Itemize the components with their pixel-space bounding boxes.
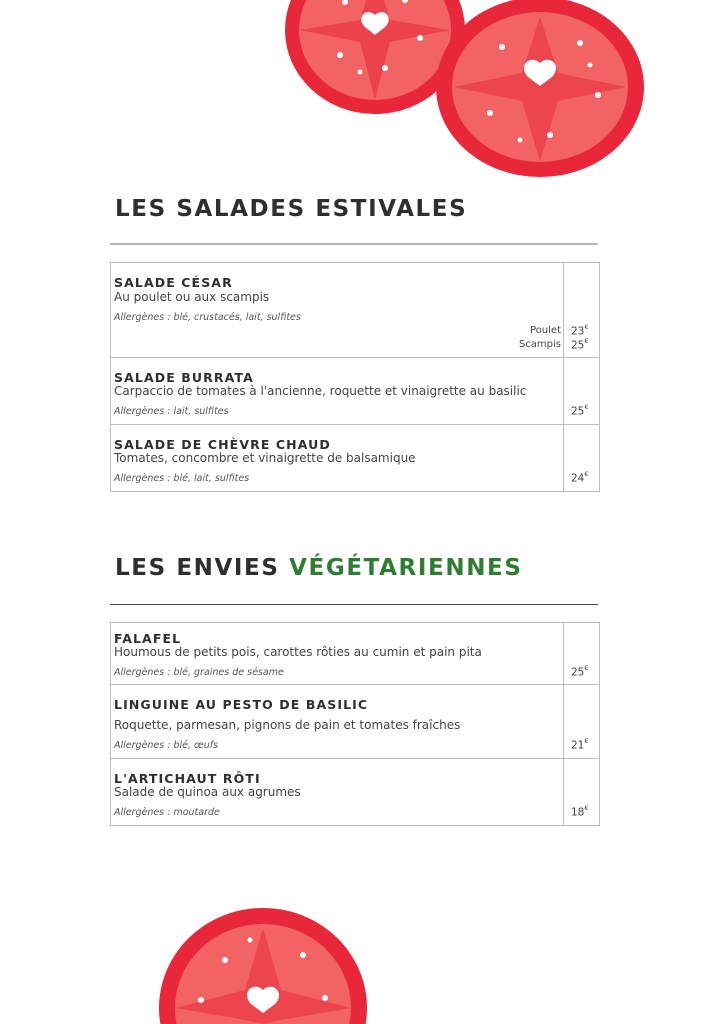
- menu-table-vegetariennes: [110, 622, 600, 826]
- tomato-slice-illustration-bottom: [155, 900, 370, 1024]
- item-description: Roquette, parmesan, pignons de pain et tomates fraîches: [114, 718, 461, 732]
- menu-item-linguine-pesto: [111, 684, 599, 758]
- menu-table-salades: [110, 262, 600, 492]
- item-allergens: Allergènes : lait, sulfites: [114, 406, 229, 417]
- variant-label-poulet: Poulet: [530, 325, 561, 336]
- price-poulet: 23€: [571, 323, 589, 338]
- item-price: 24€: [571, 470, 589, 485]
- menu-item-artichaut-roti: [111, 758, 599, 825]
- item-description: Tomates, concombre et vinaigrette de balsamique: [114, 451, 416, 465]
- item-name: L'ARTICHAUT RÔTI: [114, 771, 261, 786]
- variant-label-scampis: Scampis: [518, 339, 561, 350]
- item-allergens: Allergènes : blé, crustacés, lait, sulfites: [114, 312, 301, 323]
- item-name: LINGUINE AU PESTO DE BASILIC: [114, 697, 369, 712]
- menu-item-salade-chevre-chaud: [111, 424, 599, 491]
- item-price: 25€: [571, 403, 589, 418]
- price-scampis: 25€: [571, 337, 589, 352]
- item-price: 25€: [571, 664, 589, 679]
- section-divider-salades: [110, 243, 598, 245]
- section-divider-vegetariennes: [110, 604, 598, 605]
- item-price: 21€: [571, 737, 589, 752]
- menu-item-falafel: [111, 623, 599, 684]
- tomato-slice-illustration-top-right: [430, 0, 650, 185]
- item-name: SALADE BURRATA: [114, 370, 254, 385]
- item-allergens: Allergènes : blé, graines de sésame: [114, 667, 284, 678]
- item-allergens: Allergènes : moutarde: [114, 807, 220, 818]
- item-name: FALAFEL: [114, 631, 182, 646]
- item-price: 18€: [571, 804, 589, 819]
- item-allergens: Allergènes : blé, lait, sulfites: [114, 473, 250, 484]
- section-title-vegetariennes: [115, 555, 523, 581]
- menu-item-salade-cesar: [111, 263, 599, 357]
- menu-item-salade-burrata: [111, 357, 599, 424]
- item-name: SALADE DE CHÈVRE CHAUD: [114, 437, 331, 452]
- item-description: Carpaccio de tomates à l'ancienne, roquette et vinaigrette au basilic: [114, 384, 527, 398]
- item-description: Au poulet ou aux scampis: [114, 290, 270, 304]
- section-title-salades: LES SALADES ESTIVALES: [115, 196, 468, 222]
- section-title-accent: VÉGÉTARIENNES: [289, 555, 523, 581]
- item-description: Houmous de petits pois, carottes rôties au cumin et pain pita: [114, 645, 482, 659]
- section-title-prefix: LES ENVIES: [115, 555, 280, 581]
- item-allergens: Allergènes : blé, œufs: [114, 740, 219, 751]
- item-name: SALADE CÉSAR: [114, 275, 233, 290]
- item-description: Salade de quinoa aux agrumes: [114, 785, 301, 799]
